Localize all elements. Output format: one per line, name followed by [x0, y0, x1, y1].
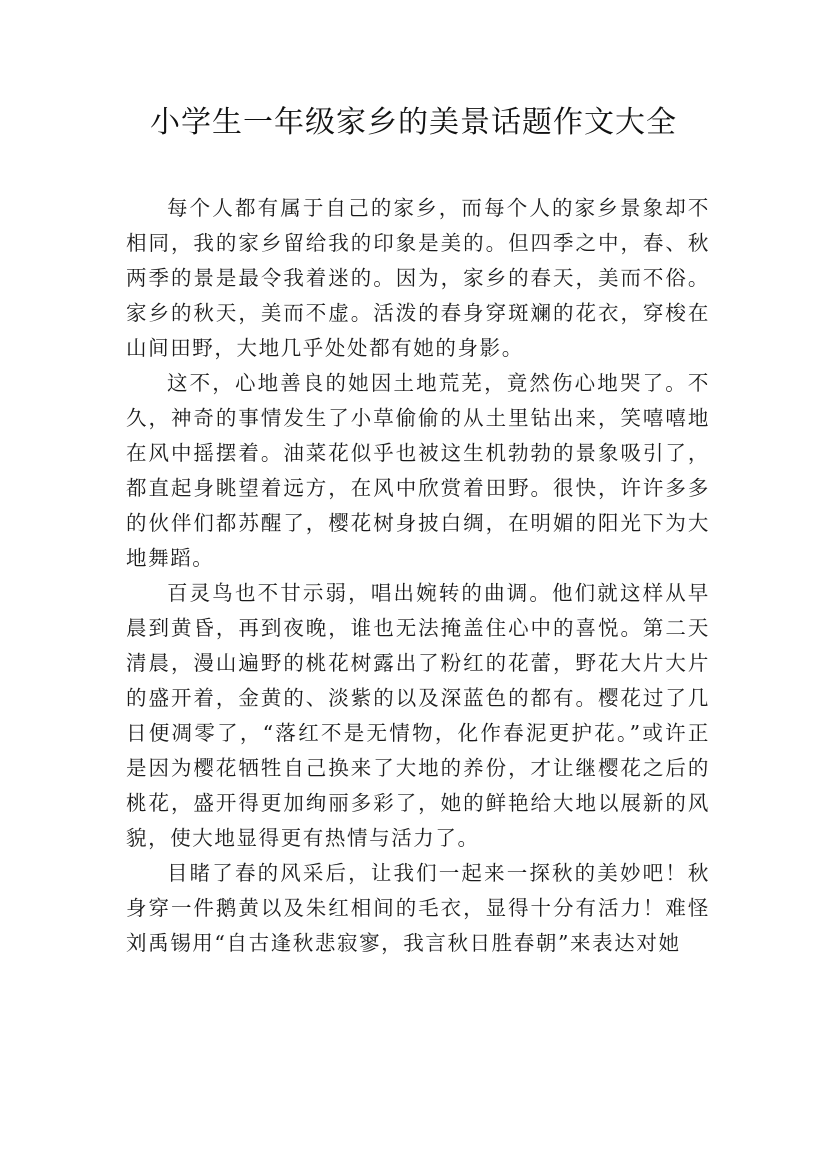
- paragraph-4: 目睹了春的风采后，让我们一起来一探秋的美妙吧！秋身穿一件鹅黄以及朱红相间的毛衣，显得十分有活力！难怪刘禹锡用“自古逢秋悲寂寥，我言秋日胜春朝”来表达对她: [126, 861, 710, 955]
- paragraph-3: 百灵鸟也不甘示弱，唱出婉转的曲调。他们就这样从早晨到黄昏，再到夜晚，谁也无法掩盖住心中的喜悦。第二天清晨，漫山遍野的桃花树露出了粉红的花蕾，野花大片大片的盛开着，金黄的、淡紫的以及深蓝色的都有。樱花过了几日便凋零了，“落红不是无情物，化作春泥更护花。”或许正是因为樱花牺牲自己换来了大地的养份，才让继樱花之后的桃花，盛开得更加绚丽多彩了，她的鲜艳给大地以展新的风貌，使大地显得更有热情与活力了。: [126, 581, 710, 850]
- document-body: [126, 191, 710, 961]
- paragraph-1: 每个人都有属于自己的家乡，而每个人的家乡景象却不相同，我的家乡留给我的印象是美的。但四季之中，春、秋两季的景是最令我着迷的。因为，家乡的春天，美而不俗。家乡的秋天，美而不虚。活泼的春身穿斑斓的花衣，穿梭在山间田野，大地几乎处处都有她的身影。: [126, 196, 710, 360]
- paragraph-2: 这不，心地善良的她因土地荒芜，竟然伤心地哭了。不久，神奇的事情发生了小草偷偷的从土里钻出来，笑嘻嘻地在风中摇摆着。油菜花似乎也被这生机勃勃的景象吸引了，都直起身眺望着远方，在风中欣赏着田野。很快，许许多多的伙伴们都苏醒了，樱花树身披白绸，在明媚的阳光下为大地舞蹈。: [126, 371, 710, 570]
- document-title: 小学生一年级家乡的美景话题作文大全: [150, 105, 677, 140]
